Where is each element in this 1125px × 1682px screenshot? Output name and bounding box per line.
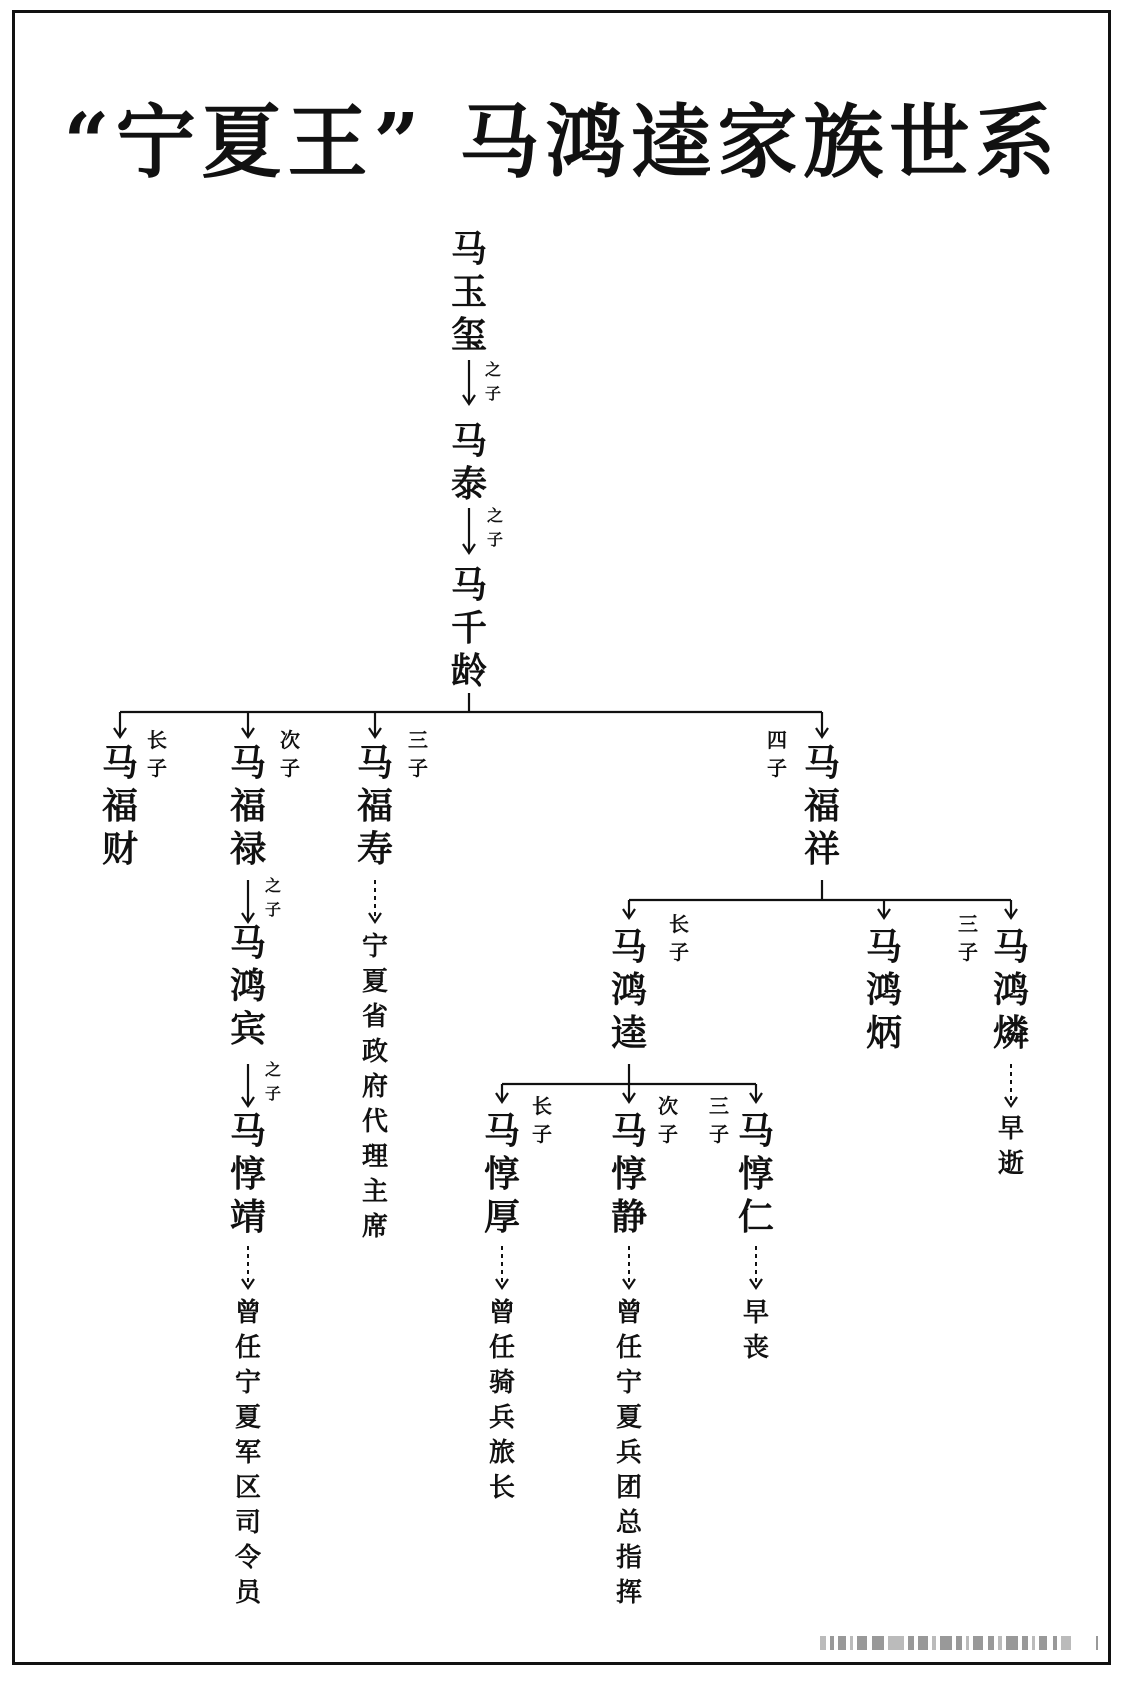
note-ma-dunren: 早 丧 <box>742 1298 769 1363</box>
watermark-mark <box>988 1636 994 1650</box>
person-ma-fulu: 马 福 禄 <box>229 743 266 870</box>
watermark <box>820 1634 1100 1652</box>
watermark-mark <box>973 1636 983 1650</box>
person-ma-tai: 马 泰 <box>450 421 487 505</box>
relation-label-yuxi-tai: 之 子 <box>484 360 501 403</box>
person-ma-hongbin: 马 鸿 宾 <box>229 923 266 1050</box>
person-ma-yuxi: 马 玉 玺 <box>450 229 487 356</box>
watermark-mark <box>830 1636 834 1650</box>
person-ma-qianling: 马 千 龄 <box>450 565 487 692</box>
relation-label-fucai: 长 子 <box>147 728 167 780</box>
watermark-mark <box>820 1636 826 1650</box>
person-ma-fuxiang: 马 福 祥 <box>803 743 840 870</box>
person-ma-dunjing-1: 马 惇 靖 <box>229 1111 266 1238</box>
person-ma-dunjing-2: 马 惇 静 <box>610 1111 647 1238</box>
watermark-mark <box>857 1636 867 1650</box>
relation-label-honglin: 三 子 <box>958 912 978 964</box>
watermark-mark <box>966 1636 969 1650</box>
watermark-mark <box>956 1636 962 1650</box>
watermark-mark <box>1096 1636 1098 1650</box>
relation-label-fushou: 三 子 <box>408 728 428 780</box>
watermark-mark <box>1061 1636 1071 1650</box>
watermark-mark <box>918 1636 928 1650</box>
watermark-mark <box>850 1636 853 1650</box>
watermark-mark <box>1039 1636 1047 1650</box>
watermark-mark <box>940 1636 952 1650</box>
note-ma-dunhou: 曾 任 骑 兵 旅 长 <box>488 1298 515 1503</box>
person-ma-honglin: 马 鸿 燐 <box>992 927 1029 1054</box>
relation-label-dunren: 三 子 <box>709 1094 729 1146</box>
relation-label-tai-qianling: 之 子 <box>486 506 503 549</box>
note-ma-dunjing-2: 曾 任 宁 夏 兵 团 总 指 挥 <box>615 1298 642 1608</box>
watermark-mark <box>1006 1636 1018 1650</box>
diagram-title: “宁夏王” 马鸿逵家族世系 <box>63 95 1062 189</box>
watermark-mark <box>1022 1636 1028 1650</box>
person-ma-hongkui: 马 鸿 逵 <box>610 927 647 1054</box>
relation-label-hongkui: 长 子 <box>669 912 689 964</box>
person-ma-hongbing: 马 鸿 炳 <box>865 927 902 1054</box>
watermark-mark <box>998 1636 1002 1650</box>
relation-label-dunjing-2: 次 子 <box>658 1094 678 1146</box>
note-ma-fushou: 宁 夏 省 政 府 代 理 主 席 <box>361 932 388 1242</box>
watermark-mark <box>932 1636 936 1650</box>
relation-label-fulu: 次 子 <box>280 728 300 780</box>
watermark-mark <box>888 1636 904 1650</box>
watermark-mark <box>1053 1636 1057 1650</box>
person-ma-fushou: 马 福 寿 <box>356 743 393 870</box>
watermark-mark <box>838 1636 846 1650</box>
person-ma-dunhou: 马 惇 厚 <box>483 1111 520 1238</box>
watermark-mark <box>908 1636 914 1650</box>
watermark-mark <box>872 1636 884 1650</box>
note-ma-honglin: 早 逝 <box>997 1114 1024 1179</box>
watermark-mark <box>1032 1636 1035 1650</box>
relation-label-hongbin-dunjing: 之 子 <box>264 1060 281 1103</box>
person-ma-fucai: 马 福 财 <box>101 743 138 870</box>
person-ma-dunren: 马 惇 仁 <box>737 1111 774 1238</box>
relation-label-dunhou: 长 子 <box>532 1094 552 1146</box>
relation-label-fuxiang: 四 子 <box>767 728 787 780</box>
relation-label-fulu-hongbin: 之 子 <box>264 876 281 919</box>
note-ma-dunjing-1: 曾 任 宁 夏 军 区 司 令 员 <box>234 1298 261 1608</box>
